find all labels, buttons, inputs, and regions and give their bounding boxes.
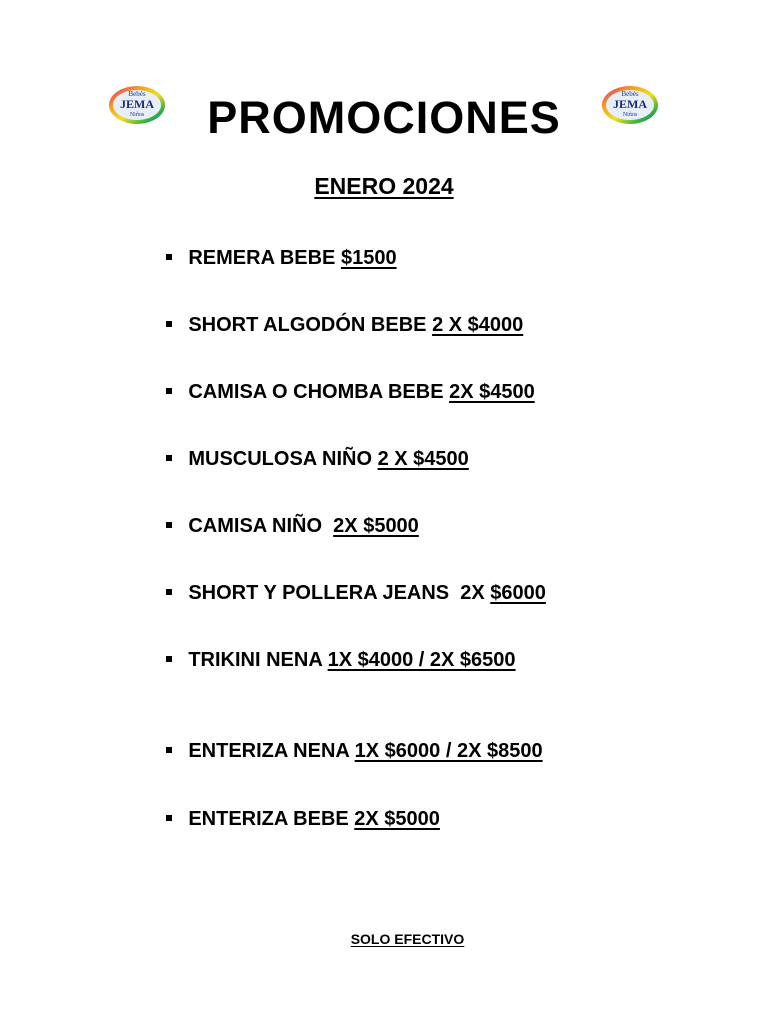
promo-name: ENTERIZA BEBE (188, 808, 355, 830)
page-subtitle: ENERO 2024 (314, 173, 454, 199)
promo-price: $1500 (340, 247, 397, 269)
promo-name: SHORT Y POLLERA JEANS (188, 582, 461, 604)
promo-item (133, 715, 733, 787)
promo-item (133, 624, 733, 696)
page-title: PROMOCIONES (207, 92, 561, 143)
logo-bottom-text: Niños (622, 112, 638, 118)
promo-name: CAMISA NIÑO (188, 515, 334, 537)
promo-item (133, 490, 733, 562)
promo-item (133, 783, 733, 855)
bullet-icon (166, 815, 172, 821)
promo-pre-price: 2X (460, 582, 491, 604)
payment-note: SOLO EFECTIVO (350, 931, 465, 947)
logo-main-text: JEMA (613, 97, 647, 111)
bullet-icon (166, 747, 172, 753)
bullet-icon (166, 656, 172, 662)
bullet-icon (166, 522, 172, 528)
bullet-icon (166, 321, 172, 327)
promo-price: 1X $4000 / 2X $6500 (327, 649, 516, 671)
promo-name: MUSCULOSA NIÑO (188, 448, 378, 470)
promo-price: 1X $6000 / 2X $8500 (354, 740, 543, 762)
promo-price: $6000 (490, 582, 546, 604)
promo-price: 2 X $4000 (432, 314, 524, 336)
logo-bottom-text: Niños (129, 112, 145, 118)
promo-price: 2 X $4500 (377, 448, 469, 470)
promo-item (133, 356, 733, 428)
promo-name: CAMISA O CHOMBA BEBE (188, 381, 450, 403)
logo-main-text: JEMA (120, 97, 154, 111)
promo-price: 2X $4500 (449, 381, 535, 403)
bullet-icon (166, 388, 172, 394)
bullet-icon (166, 589, 172, 595)
promo-item (133, 423, 733, 495)
bullet-icon (166, 254, 172, 260)
promo-price: 2X $5000 (333, 515, 419, 537)
promo-name: ENTERIZA NENA (188, 740, 355, 762)
logo-top-text: Bebés (128, 90, 146, 98)
promo-price: 2X $5000 (354, 808, 440, 830)
promo-name: REMERA BEBE (188, 247, 341, 269)
promo-name: SHORT ALGODÓN BEBE (188, 314, 433, 336)
promo-name: TRIKINI NENA (188, 649, 328, 671)
promo-item (133, 289, 733, 361)
logo-top-text: Bebés (621, 90, 639, 98)
promo-item (133, 557, 733, 629)
promo-item (133, 222, 733, 294)
bullet-icon (166, 455, 172, 461)
